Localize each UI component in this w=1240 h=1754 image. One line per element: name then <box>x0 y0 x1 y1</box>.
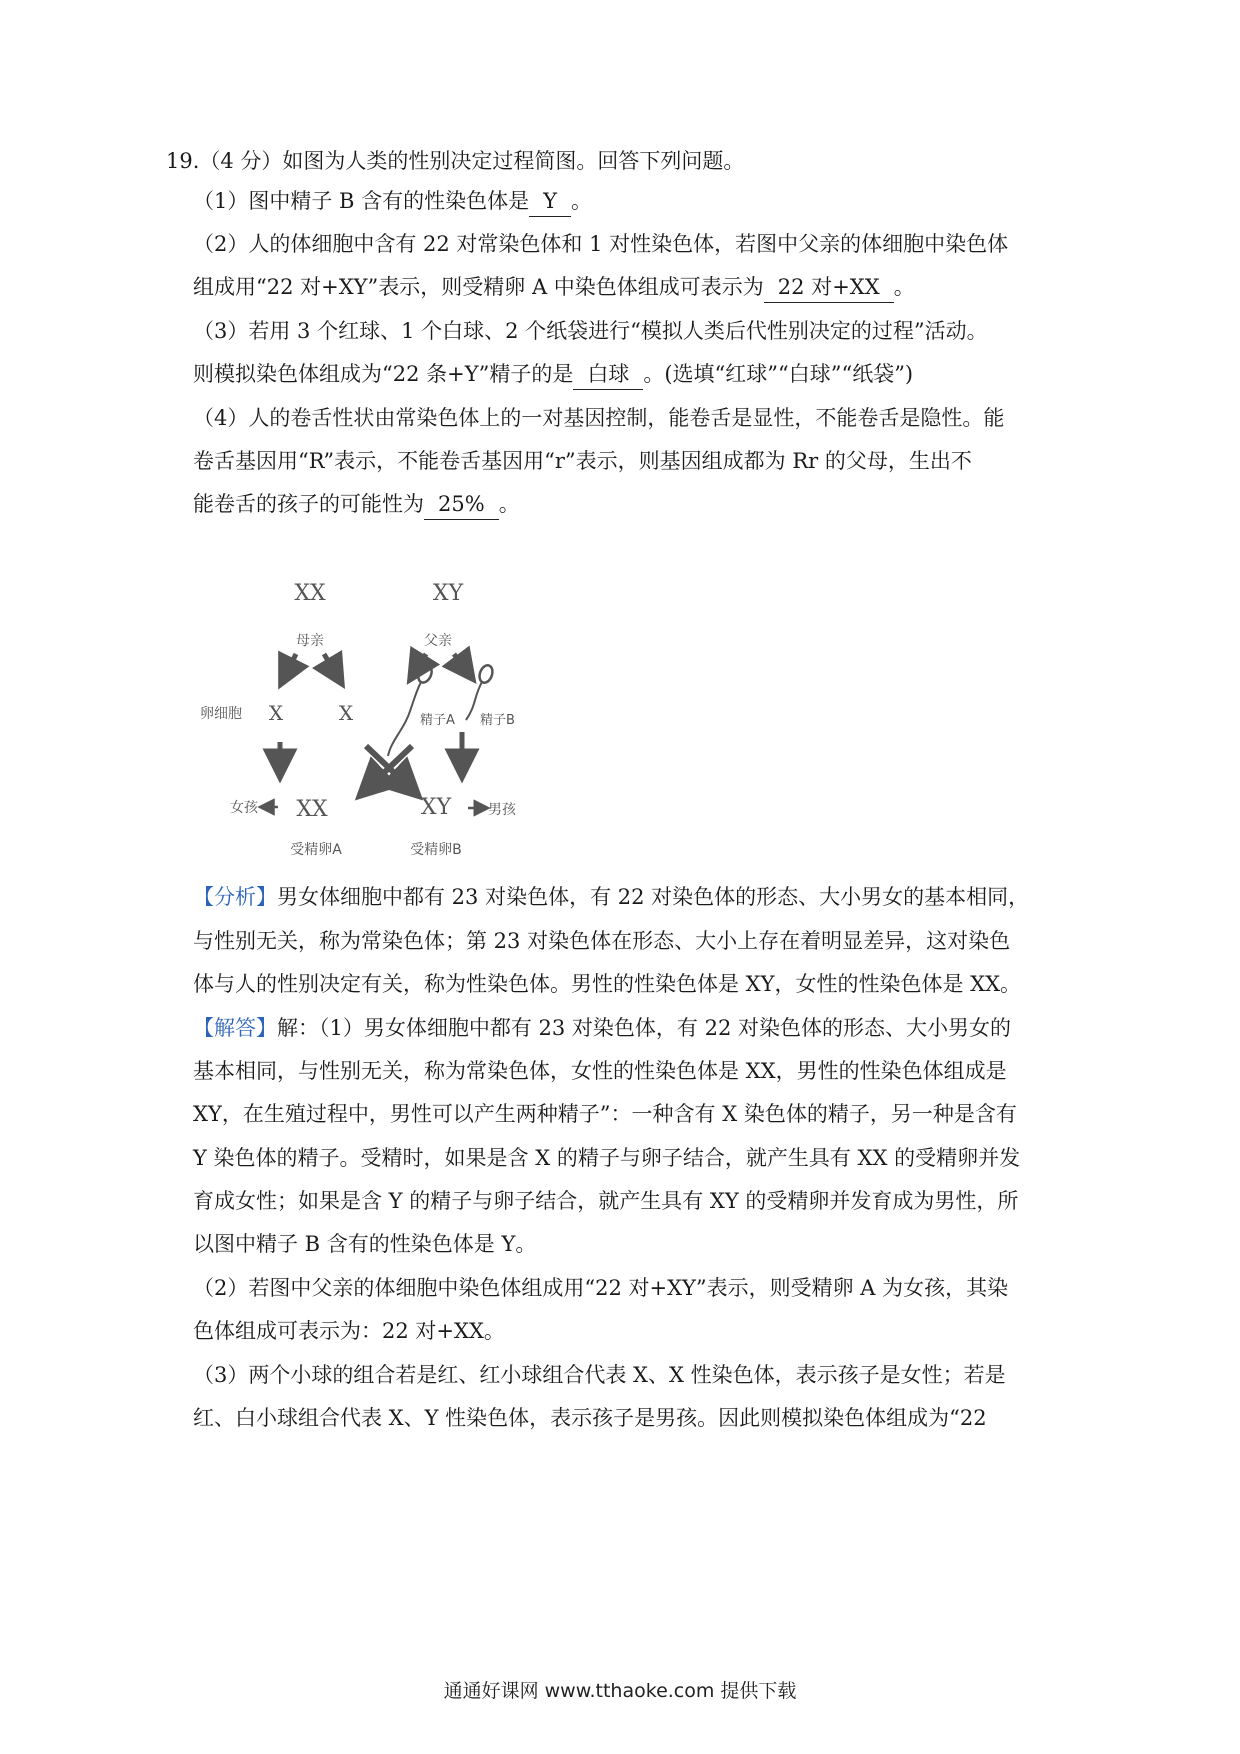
question-1-text: （1）图中精子 B 含有的性染色体是 <box>193 189 530 213</box>
question-4-line-3 <box>193 489 520 520</box>
mother-label-text: 母亲 <box>296 633 324 649</box>
solution-line-3: XY，在生殖过程中，男性可以产生两种精子”：一种含有 X 染色体的精子，另一种是含有 <box>193 1102 1017 1126</box>
solution-line-4: Y 染色体的精子。受精时，如果是含 X 的精子与卵子结合，就产生具有 XX 的受精卵并发 <box>193 1146 1021 1170</box>
sperm-a-label: 精子A <box>420 713 455 728</box>
question-2-text: 组成用“22 对+XY”表示，则受精卵 A 中染色体组成可表示为 <box>193 275 764 299</box>
zygote-a-chromosomes: XX <box>296 797 328 822</box>
girl-label: 女孩 <box>230 800 258 816</box>
answer-1: Y <box>529 186 571 217</box>
father-chromosomes-text: XY <box>432 581 464 606</box>
solution-line-8: 色体组成可表示为：22 对+XX。 <box>193 1319 505 1343</box>
egg-x-2: X <box>338 701 354 725</box>
answer-4: 25% <box>424 489 499 520</box>
solution-line-5: 育成女性；如果是含 Y 的精子与卵子结合，就产生具有 XY 的受精卵并发育成为男性，所 <box>193 1189 1019 1213</box>
footer-text: 通通好课网 www.tthaoke.com 提供下载 <box>443 1680 797 1702</box>
answer-2: 22 对+XX <box>764 272 894 303</box>
question-3-line-2 <box>193 359 913 390</box>
question-4-line-1: （4）人的卷舌性状由常染色体上的一对基因控制，能卷舌是显性，不能卷舌是隐性。能 <box>193 406 1005 430</box>
analysis-line-3: 体与人的性别决定有关，称为性染色体。男性的性染色体是 XY，女性的性染色体是 XX。 <box>193 972 1022 996</box>
solution-line-2: 基本相同，与性别无关，称为常染色体，女性的性染色体是 XX，男性的性染色体组成是 <box>193 1059 1007 1083</box>
sperm-b-label: 精子B <box>480 713 515 728</box>
question-4-end: 。 <box>498 492 520 516</box>
analysis-text-1: 男女体细胞中都有 23 对染色体，有 22 对染色体的形态、大小男女的基本相同， <box>277 885 1030 909</box>
zygote-b-chromosomes: XY <box>420 795 452 820</box>
father-label-text: 父亲 <box>424 633 452 649</box>
solution-line-9: （3）两个小球的组合若是红、红小球组合代表 X、X 性染色体，表示孩子是女性；若是 <box>193 1363 1006 1387</box>
question-2-end: 。 <box>893 275 915 299</box>
question-3-end: 。(选填“红球”“白球”“纸袋”) <box>643 362 914 386</box>
solution-line-7: （2）若图中父亲的体细胞中染色体组成用“22 对+XY”表示，则受精卵 A 为女孩，其染 <box>193 1276 1009 1300</box>
analysis-line-2: 与性别无关，称为常染色体；第 23 对染色体在形态、大小上存在着明显差异，这对染色 <box>193 929 1011 953</box>
zygote-a-label: 受精卵A <box>290 842 342 858</box>
question-4-text: 能卷舌的孩子的可能性为 <box>193 492 424 516</box>
solution-line-6: 以图中精子 B 含有的性染色体是 Y。 <box>193 1232 537 1256</box>
egg-x-1: X <box>268 701 284 725</box>
question-3-text: 则模拟染色体组成为“22 条+Y”精子的是 <box>193 362 574 386</box>
analysis-line-1 <box>193 882 1029 912</box>
question-2-line-1: （2）人的体细胞中含有 22 对常染色体和 1 对性染色体，若图中父亲的体细胞中染色体 <box>193 232 1009 256</box>
egg-cell-text: 卵细胞 <box>200 706 242 722</box>
answer-3: 白球 <box>573 359 643 390</box>
solution-text-1: 解：（1）男女体细胞中都有 23 对染色体，有 22 对染色体的形态、大小男女的 <box>277 1016 1012 1040</box>
question-1-end: 。 <box>571 189 593 213</box>
solution-line-10: 红、白小球组合代表 X、Y 性染色体，表示孩子是男孩。因此则模拟染色体组成为“22 <box>193 1406 987 1430</box>
solution-line-1 <box>193 1013 1011 1043</box>
question-2-line-2 <box>193 272 915 303</box>
analysis-tag: 【分析】 <box>193 885 277 909</box>
sex-determination-figure <box>190 570 550 870</box>
boy-label: 男孩 <box>488 802 516 818</box>
question-4-line-2: 卷舌基因用“R”表示，不能卷舌基因用“r”表示，则基因组成都为 Rr 的父母，生出不 <box>193 449 972 473</box>
zygote-b-label: 受精卵B <box>410 842 462 858</box>
mother-chromosomes-text: XX <box>294 581 326 606</box>
question-title: 19.（4 分）如图为人类的性别决定过程简图。回答下列问题。 <box>166 149 745 173</box>
question-1 <box>193 186 592 217</box>
question-3-line-1: （3）若用 3 个红球、1 个白球、2 个纸袋进行“模拟人类后代性别决定的过程”活动。 <box>193 319 988 343</box>
solution-tag: 【解答】 <box>193 1016 277 1040</box>
